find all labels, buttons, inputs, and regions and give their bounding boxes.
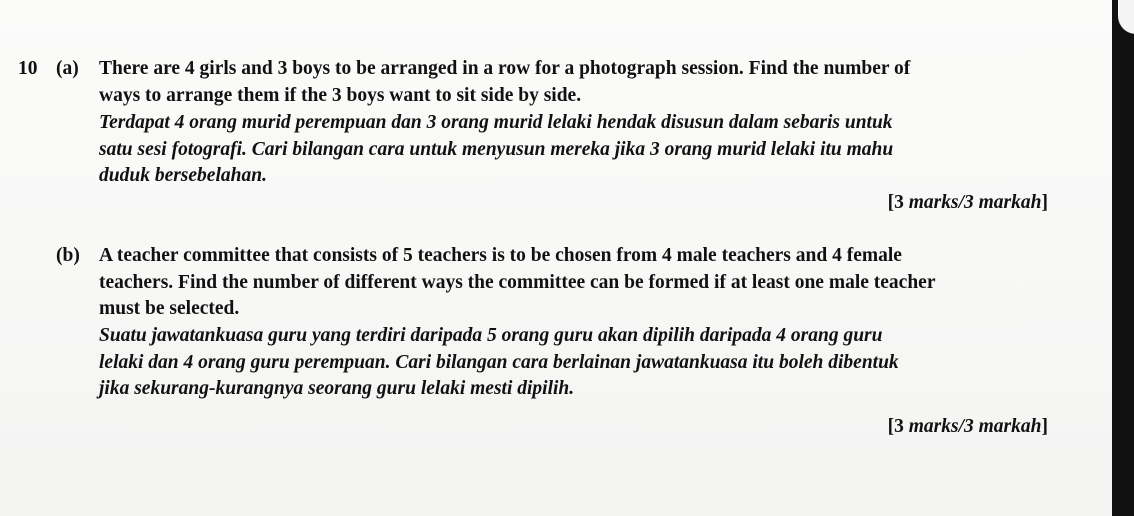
part-b-en-line-3: must be selected. bbox=[99, 298, 240, 319]
part-b-marks-close: ] bbox=[1041, 416, 1048, 437]
question-number: 10 bbox=[18, 58, 38, 79]
part-a-marks-close: ] bbox=[1041, 192, 1048, 213]
part-b-en-line-2: teachers. Find the number of different ways the committee can be formed if at least one male teacher bbox=[99, 272, 936, 293]
part-a-marks-open: [3 bbox=[887, 192, 909, 213]
part-b-ms-line-2: lelaki dan 4 orang guru perempuan. Cari bilangan cara berlainan jawatankuasa itu boleh dibentuk bbox=[99, 352, 899, 373]
part-a-label: (a) bbox=[56, 58, 79, 79]
part-b-ms-line-3: jika sekurang-kurangnya seorang guru lelaki mesti dipilih. bbox=[99, 378, 575, 399]
part-a-marks-text: marks/3 markah bbox=[908, 192, 1042, 213]
part-a-ms-line-2: satu sesi fotografi. Cari bilangan cara untuk menyusun mereka jika 3 orang murid lelaki itu mahu bbox=[99, 139, 894, 160]
part-a-marks bbox=[888, 191, 1048, 215]
part-b-marks-open: [3 bbox=[887, 416, 909, 437]
part-b-ms-line-1: Suatu jawatankuasa guru yang terdiri daripada 5 orang guru akan dipilih daripada 4 orang guru bbox=[99, 325, 883, 346]
part-b-marks-text: marks/3 markah bbox=[908, 416, 1042, 437]
part-a-en-line-1: There are 4 girls and 3 boys to be arranged in a row for a photograph session. Find the number of bbox=[99, 58, 911, 79]
part-b-marks bbox=[888, 415, 1048, 439]
part-a-ms-line-3: duduk bersebelahan. bbox=[99, 165, 267, 186]
part-b-label: (b) bbox=[56, 245, 80, 266]
part-b-en-line-1: A teacher committee that consists of 5 teachers is to be chosen from 4 male teachers and 4 female bbox=[99, 245, 902, 266]
part-a-ms-line-1: Terdapat 4 orang murid perempuan dan 3 orang murid lelaki hendak disusun dalam sebaris untuk bbox=[99, 112, 893, 133]
part-a-en-line-2: ways to arrange them if the 3 boys want to sit side by side. bbox=[99, 85, 582, 106]
screen-edge-bar bbox=[1112, 0, 1134, 516]
